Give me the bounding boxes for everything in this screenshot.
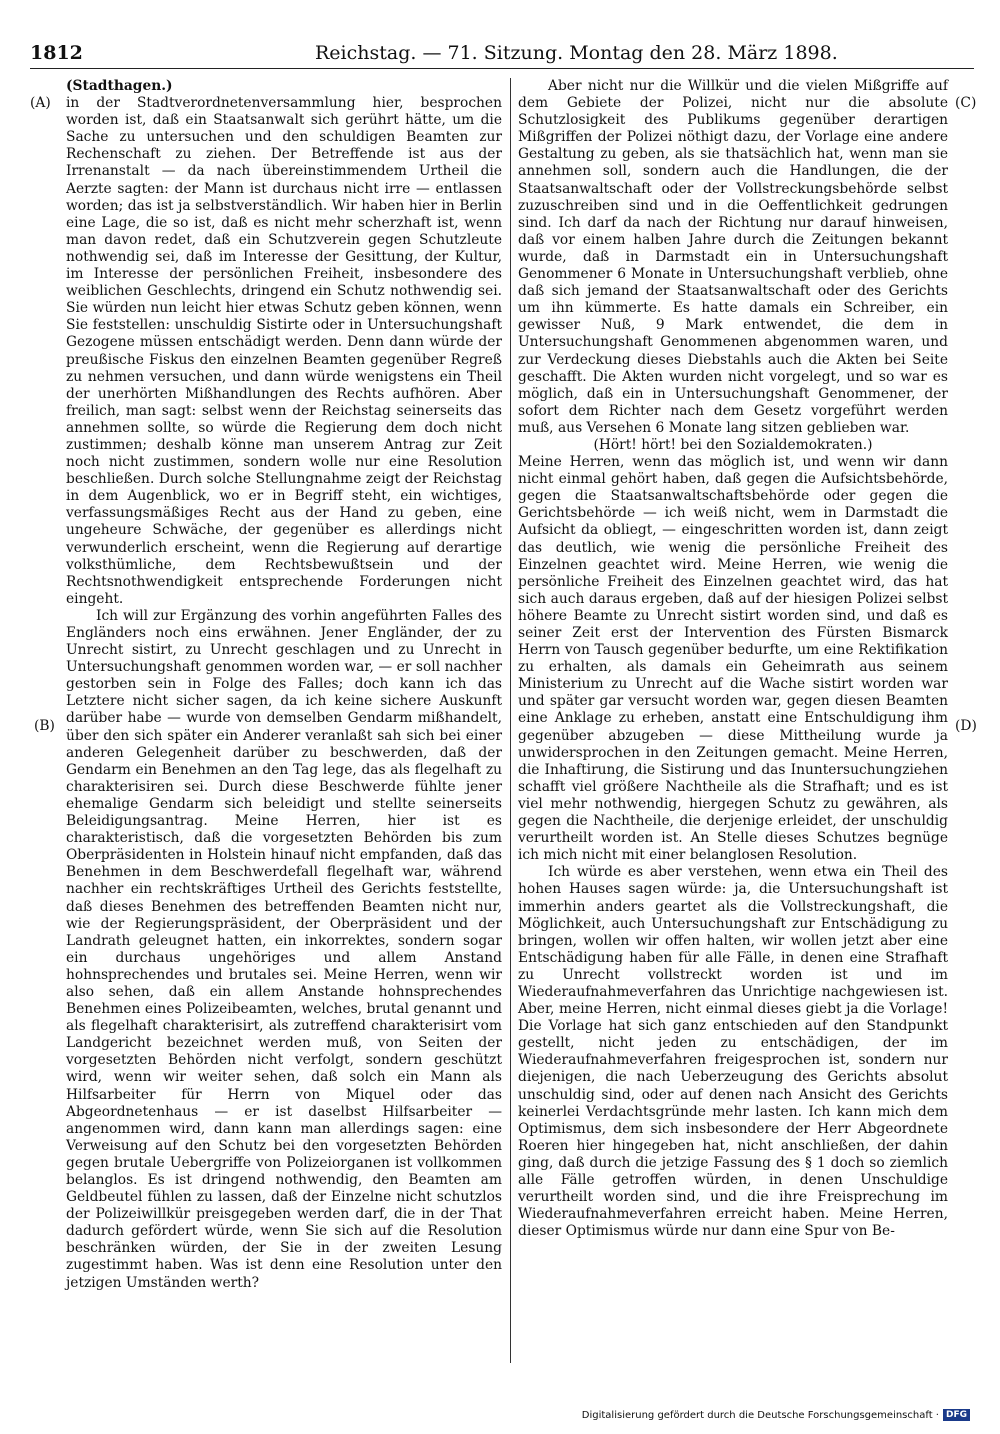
page-number: 1812 — [30, 42, 83, 64]
paragraph: Ich will zur Ergänzung des vorhin angeführten Falles des Engländers noch eins erwähnen. Jener Engländer, der zu Unrecht sistirt, zu Unrecht geschlagen und zu Unrecht in Untersuchungshaft genommen worden war, — er soll nachher gestorben sein in Folge des Falles; doch kann ich das Letztere nicht sicher sagen, da ich keine sichere Auskunft darüber habe — wurde von demselben Gendarm mißhandelt, über den sich später ein Anderer veranlaßt sah sich bei einer anderen Gelegenheit darüber zu beschwerden, daß der Gendarm ein Benehmen an den Tag lege, das als flegelhaft zu charakterisiren sei. Durch diese Beschwerde fühlte jener ehemalige Gendarm sich beleidigt und stellte seinerseits Beleidigungsantrag. Meine Herren, hier ist es charakteristisch, daß die vorgesetzten Behörden bis zum Oberpräsidenten in Holstein hinauf nicht empfanden, daß das Benehmen in dem Beschwerdefall flegelhaft war, während nachher ein rechtskräftiges Urtheil des Gerichts feststellte, daß dieses Benehmen des betreffenden Beamten nicht nur, wie der Regierungspräsident, der Oberpräsident und der Landrath geleugnet hatten, ein inkorrektes, sondern sogar ein durchaus ungehöriges und allem Anstand hohnsprechendes und brutales sei. Meine Herren, wenn wir also sehen, daß ein allem Anstande hohnsprechendes Benehmen eines Polizeibeamten, welches, brutal genannt und als flegelhaft charakterisirt, als zutreffend charakterisirt vom Landgericht bezeichnet werden muß, von Seiten der vorgesetzten Behörden nicht verfolgt, sondern geschützt wird, wenn wir weiter sehen, daß solch ein Mann als Hilfsarbeiter für Herrn von Miquel oder das Abgeordnetenhaus — er ist daselbst Hilfsarbeiter — angenommen wird, dann kann man allerdings sagen: eine Verweisung auf den Schutz bei den vorgesetzten Behörden gegen brutale Uebergriffe von Polizeiorganen ist vollkommen belanglos. Es ist dringend nothwendig, den Beamten am Geldbeutel fühlen zu lassen, daß der Einzelne nicht schutzlos der Polizeiwillkür preisgegeben werden darf, die in der That dadurch gefördert würde, wenn Sie sich auf die Resolution beschränken würden, der Sie in der zweiten Lesung zugestimmt haben. Was ist denn eine Resolution unter den jetzigen Umständen werth? — [66, 607, 502, 1291]
right-column — [518, 78, 948, 1240]
running-title: Reichstag. — 71. Sitzung. Montag den 28. März 1898. — [315, 42, 838, 64]
paragraph: in der Stadtverordnetenversammlung hier, besprochen worden ist, daß ein Staatsanwalt sich gerührt hätte, um die Sache zu untersuchen und den schuldigen Beamten zur Rechenschaft zu ziehen. Der Betreffende ist aus der Irrenanstalt — da nach übereinstimmendem Urtheil die Aerzte sagten: der Mann ist durchaus nicht irre — entlassen worden; das ist ja selbstverständlich. Wir haben hier in Berlin eine Lage, die so ist, daß es nicht mehr scherzhaft ist, wenn man davon redet, daß ein Schutzverein gegen Schutzleute nothwendig sei, daß im Interesse der Gesittung, der Kultur, im Interesse der persönlichen Freiheit, insbesondere des weiblichen Geschlechts, dringend ein Schutz nothwendig sei. Sie würden nun leicht hier etwas Schutz geben können, wenn Sie feststellen: unschuldig Sistirte oder in Untersuchungshaft Gezogene müssen entschädigt werden. Denn dann würde der preußische Fiskus den einzelnen Beamten gegenüber Regreß zu nehmen versuchen, und dann würde wenigstens ein Theil der unerhörten Mißhandlungen des Rechts aufhören. Aber freilich, man sagt: selbst wenn der Reichstag seinerseits das annehmen sollte, so würde die Regierung dem doch nicht zustimmen; deshalb könne man unserem Antrag zur Zeit noch nicht zustimmen, sondern wolle nur eine Resolution beschließen. Durch solche Stellungnahme zeigt der Reichstag in dem Augenblick, wo er in Begriff steht, ein wichtiges, verfassungsmäßiges Recht aus der Hand zu geben, eine ungeheure Schwäche, der gegenüber es allerdings nicht verwunderlich erscheint, wenn die Regierung auf derartige volksthümliche, dem Rechtsbewußtsein und der Rechtsnothwendigkeit entsprechende Forderungen nicht eingeht. — [66, 95, 502, 607]
footer-credit: Digitalisierung gefördert durch die Deutsche Forschungsgemeinschaft · — [581, 1409, 939, 1421]
paragraph: Aber nicht nur die Willkür und die vielen Mißgriffe auf dem Gebiete der Polizei, nicht nur die absolute Schutzlosigkeit des Publikums gegenüber derartigen Mißgriffen der Polizei nöthigt dazu, der Vorlage eine andere Gestaltung zu geben, als sie thatsächlich hat, wenn man sie annehmen soll, sondern auch die Handlungen, die der Staatsanwaltschaft oder der Vollstreckungsbehörde selbst zuzuschreiben sind und in die Oeffentlichkeit gedrungen sind. Ich darf da nach der Richtung nur darauf hinweisen, daß vor einem halben Jahre durch die Zeitungen bekannt wurde, daß in Darmstadt ein in Untersuchungshaft Genommener 6 Monate in Untersuchungshaft verblieb, ohne daß sich jemand der Staatsanwaltschaft oder des Gerichts um ihn kümmerte. Es hatte damals ein Schreiber, ein gewisser Nuß, 9 Mark entwendet, die dem in Untersuchungshaft Genommenen abgenommen waren, und zur Verdeckung dieses Diebstahls auch die Akten bei Seite geschafft. Die Akten wurden nicht vorgelegt, und so war es möglich, daß ein in Untersuchungshaft Genommener, der sofort dem Richter nach dem Gesetz vorgeführt werden muß, aus Versehen 6 Monate lang sitzen geblieben war. — [518, 78, 948, 436]
margin-marker-d: (D) — [955, 718, 977, 734]
paragraph: Meine Herren, wenn das möglich ist, und wenn wir dann nicht einmal gehört haben, daß gegen die Aufsichtsbehörde, gegen die Staatsanwaltschaftsbehörde oder gegen die Gerichtsbehörde — ich weiß nicht, wem in Darmstadt die Aufsicht da obliegt, — eingeschritten worden ist, dann zeigt das deutlich, wie wenig die persönliche Freiheit des Einzelnen geachtet wird. Meine Herren, wie wenig die persönliche Freiheit des Einzelnen geachtet wird, das hat sich auch daraus ergeben, daß auf der hiesigen Polizei selbst höhere Beamte zu Unrecht sistirt worden sind, und daß es seiner Zeit erst der Intervention des Fürsten Bismarck Herrn von Tausch gegenüber bedurfte, um eine Rektifikation zu erhalten, als damals ein Geheimrath aus seinem Ministerium zu Unrecht auf die Wache sistirt worden war und später gar versucht worden war, gegen diesen Beamten eine Anklage zu erheben, anstatt eine Entschuldigung ihm gegenüber abzugeben — diese Mittheilung wurde ja unwidersprochen in den Zeitungen gemacht. Meine Herren, die Inhaftirung, die Sistirung und das Inuntersuchungziehen schafft viel größere Nachtheile als die Strafhaft; und es ist viel mehr nothwendig, hiergegen Schutz zu gewähren, als gegen die Nachtheile, die derjenige erleidet, der unschuldig verurtheilt worden ist. An Stelle dieses Schutzes begnüge ich mich nicht mit einer belanglosen Resolution. — [518, 454, 948, 864]
margin-marker-c: (C) — [955, 95, 977, 111]
column-divider — [510, 78, 511, 1363]
left-column — [66, 78, 502, 1292]
speaker-name: (Stadthagen.) — [66, 78, 173, 94]
margin-marker-b: (B) — [34, 718, 55, 734]
paragraph: Ich würde es aber verstehen, wenn etwa ein Theil des hohen Hauses sagen würde: ja, die Untersuchungshaft ist immerhin anders geartet als die Vollstreckungshaft, die Möglichkeit, auch Untersuchungshaft zur Entschädigung zu bringen, wollen wir offen halten, wir wollen jetzt aber eine Entschädigung haben für alle Fälle, in denen eine Strafhaft zu Unrecht vollstreckt worden ist und im Wiederaufnahmeverfahren das Unrichtige nachgewiesen ist. Aber, meine Herren, nicht einmal dieses giebt ja die Vorlage! Die Vorlage hat sich ganz entschieden auf den Standpunkt gestellt, nicht jeden zu entschädigen, der im Wiederaufnahmeverfahren freigesprochen ist, sondern nur diejenigen, die nach Ueberzeugung des Gerichts absolut unschuldig sind, oder auf denen nach Ansicht des Gerichts keinerlei Verdachtsgründe mehr lasten. Ich kann mich dem Optimismus, dem sich insbesondere der Herr Abgeordnete Roeren hier hingegeben hat, nicht anschließen, der dahin ging, daß durch die jetzige Fassung des § 1 doch so ziemlich alle Fälle getroffen würden, in denen Unschuldige verurtheilt worden sind, und die ihre Freisprechung im Wiederaufnahmeverfahren erreicht haben. Meine Herren, dieser Optimismus würde nur dann eine Spur von Be- — [518, 864, 948, 1240]
page-header — [30, 42, 974, 68]
interjection: (Hört! hört! bei den Sozialdemokraten.) — [593, 436, 873, 453]
margin-marker-a: (A) — [30, 95, 51, 111]
dfg-logo: DFG — [943, 1409, 970, 1421]
header-rule — [30, 68, 974, 69]
digitization-footer — [582, 1409, 970, 1421]
